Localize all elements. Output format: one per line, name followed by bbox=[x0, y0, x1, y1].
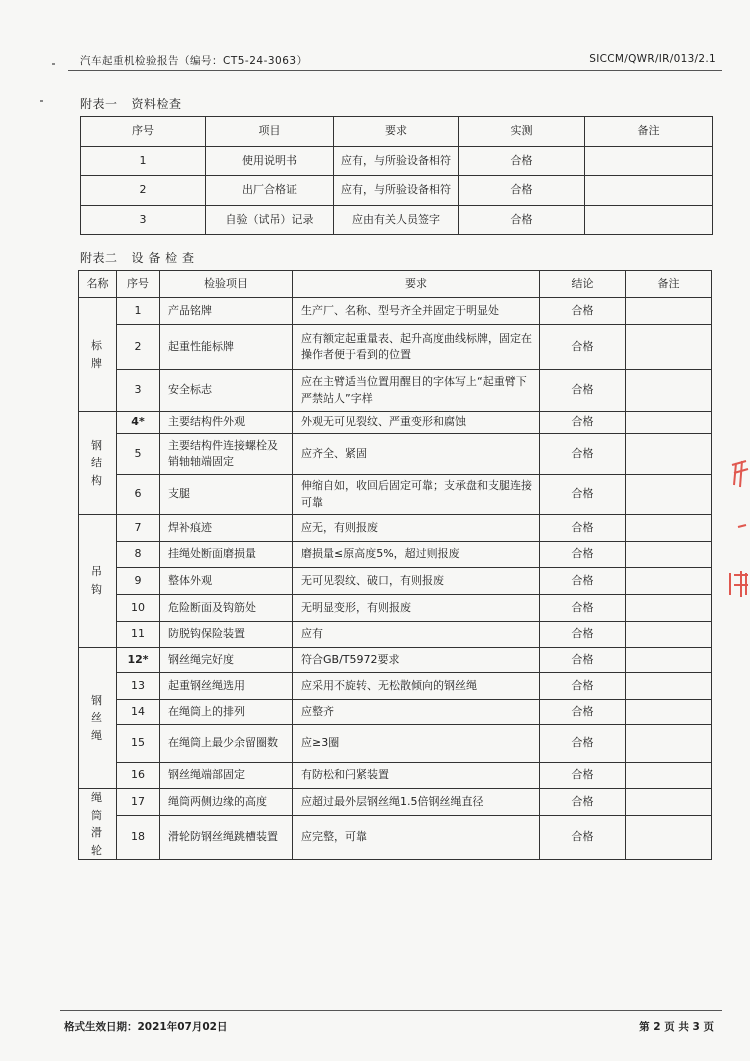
header-divider bbox=[68, 70, 722, 71]
cell-note bbox=[626, 648, 712, 673]
cell-note bbox=[626, 434, 712, 475]
cell-req: 有防松和闩紧装置 bbox=[293, 763, 540, 789]
cell-no: 12* bbox=[117, 648, 160, 673]
cell-no: 1 bbox=[117, 298, 160, 325]
cell-no: 7 bbox=[117, 515, 160, 542]
cell-item: 起重钢丝绳选用 bbox=[160, 673, 293, 700]
cell-note bbox=[626, 789, 712, 816]
cell-result: 合格 bbox=[540, 622, 626, 648]
category-cell: 绳 筒 滑 轮 bbox=[79, 789, 117, 860]
column-header: 要求 bbox=[293, 271, 540, 298]
cell-result: 合格 bbox=[540, 515, 626, 542]
table-row bbox=[79, 673, 712, 700]
cell-no: 16 bbox=[117, 763, 160, 789]
cell-req: 应由有关人员签字 bbox=[334, 205, 459, 235]
category-cell: 标 牌 bbox=[79, 298, 117, 412]
table-row bbox=[79, 515, 712, 542]
cell-no: 9 bbox=[117, 568, 160, 595]
cell-no: 17 bbox=[117, 789, 160, 816]
cell-no: 3 bbox=[81, 205, 206, 235]
cell-note bbox=[626, 763, 712, 789]
equipment-check-table bbox=[78, 270, 712, 860]
column-header: 结论 bbox=[540, 271, 626, 298]
cell-req: 应有，与所验设备相符 bbox=[334, 176, 459, 206]
cell-no: 2 bbox=[81, 176, 206, 206]
cell-result: 合格 bbox=[540, 568, 626, 595]
cell-result: 合格 bbox=[540, 298, 626, 325]
effective-date: 格式生效日期：2021年07月02日 bbox=[64, 1021, 228, 1033]
table-row bbox=[79, 789, 712, 816]
cell-no: 11 bbox=[117, 622, 160, 648]
cell-note bbox=[626, 725, 712, 763]
cell-item: 危险断面及钩筋处 bbox=[160, 595, 293, 622]
cell-no: 15 bbox=[117, 725, 160, 763]
cell-req: 应有 bbox=[293, 622, 540, 648]
cell-item: 绳筒两侧边缘的高度 bbox=[160, 789, 293, 816]
cell-item: 主要结构件外观 bbox=[160, 412, 293, 434]
cell-result: 合格 bbox=[540, 648, 626, 673]
cell-req: 无可见裂纹、破口，有则报废 bbox=[293, 568, 540, 595]
table-row bbox=[81, 146, 713, 176]
column-header: 实测 bbox=[459, 117, 585, 147]
cell-req: 无明显变形，有则报废 bbox=[293, 595, 540, 622]
table-row bbox=[79, 475, 712, 515]
cell-item: 防脱钩保险装置 bbox=[160, 622, 293, 648]
cell-no: 8 bbox=[117, 542, 160, 568]
cell-req: 应采用不旋转、无松散倾向的钢丝绳 bbox=[293, 673, 540, 700]
cell-note bbox=[626, 568, 712, 595]
cell-note bbox=[626, 673, 712, 700]
cell-item: 安全标志 bbox=[160, 370, 293, 412]
table-row bbox=[81, 205, 713, 235]
table-row bbox=[79, 325, 712, 370]
column-header: 备注 bbox=[626, 271, 712, 298]
table-row bbox=[79, 622, 712, 648]
cell-result: 合格 bbox=[540, 370, 626, 412]
cell-no: 3 bbox=[117, 370, 160, 412]
cell-result: 合格 bbox=[540, 789, 626, 816]
cell-item: 产品铭牌 bbox=[160, 298, 293, 325]
category-cell: 钢 结 构 bbox=[79, 412, 117, 515]
cell-req: 应完整，可靠 bbox=[293, 815, 540, 860]
cell-result: 合格 bbox=[540, 434, 626, 475]
appendix2-title: 附表二 设 备 检 查 bbox=[80, 251, 195, 265]
cell-item: 使用说明书 bbox=[206, 146, 334, 176]
table-row bbox=[79, 700, 712, 725]
cell-no: 18 bbox=[117, 815, 160, 860]
cell-no: 4* bbox=[117, 412, 160, 434]
cell-note bbox=[585, 146, 713, 176]
cell-item: 整体外观 bbox=[160, 568, 293, 595]
cell-result: 合格 bbox=[540, 542, 626, 568]
cell-item: 自验（试吊）记录 bbox=[206, 205, 334, 235]
cell-note bbox=[626, 595, 712, 622]
column-header: 序号 bbox=[117, 271, 160, 298]
column-header: 名称 bbox=[79, 271, 117, 298]
cell-item: 滑轮防钢丝绳跳槽装置 bbox=[160, 815, 293, 860]
cell-result: 合格 bbox=[540, 412, 626, 434]
cell-req: 应≥3圈 bbox=[293, 725, 540, 763]
cell-note bbox=[626, 622, 712, 648]
cell-result: 合格 bbox=[459, 176, 585, 206]
cell-result: 合格 bbox=[540, 475, 626, 515]
cell-item: 焊补痕迹 bbox=[160, 515, 293, 542]
cell-item: 起重性能标牌 bbox=[160, 325, 293, 370]
cell-result: 合格 bbox=[540, 725, 626, 763]
report-title: 汽车起重机检验报告（编号：CT5-24-3063） bbox=[80, 55, 308, 67]
cell-req: 应超过最外层钢丝绳1.5倍钢丝绳直径 bbox=[293, 789, 540, 816]
cell-no: 10 bbox=[117, 595, 160, 622]
cell-note bbox=[626, 325, 712, 370]
cell-note bbox=[626, 370, 712, 412]
column-header: 要求 bbox=[334, 117, 459, 147]
page-number: 第 2 页 共 3 页 bbox=[639, 1021, 714, 1033]
cell-note bbox=[626, 515, 712, 542]
cell-no: 5 bbox=[117, 434, 160, 475]
cell-no: 1 bbox=[81, 146, 206, 176]
document-check-table bbox=[80, 116, 713, 235]
cell-item: 钢丝绳完好度 bbox=[160, 648, 293, 673]
cell-item: 出厂合格证 bbox=[206, 176, 334, 206]
table-row bbox=[79, 815, 712, 860]
table-header-row bbox=[79, 271, 712, 298]
cell-note bbox=[626, 815, 712, 860]
category-cell: 吊 钩 bbox=[79, 515, 117, 648]
cell-req: 外观无可见裂纹、严重变形和腐蚀 bbox=[293, 412, 540, 434]
cell-note bbox=[626, 298, 712, 325]
cell-result: 合格 bbox=[540, 595, 626, 622]
cell-note bbox=[626, 542, 712, 568]
cell-note bbox=[626, 412, 712, 434]
cell-result: 合格 bbox=[459, 146, 585, 176]
cell-req: 应整齐 bbox=[293, 700, 540, 725]
cell-req: 应有额定起重量表、起升高度曲线标牌，固定在操作者便于看到的位置 bbox=[293, 325, 540, 370]
table-row bbox=[79, 542, 712, 568]
table-row bbox=[81, 176, 713, 206]
cell-no: 14 bbox=[117, 700, 160, 725]
cell-req: 生产厂、名称、型号齐全并固定于明显处 bbox=[293, 298, 540, 325]
cell-no: 13 bbox=[117, 673, 160, 700]
cell-req: 应在主臂适当位置用醒目的字体写上“起重臂下严禁站人”字样 bbox=[293, 370, 540, 412]
footer-divider bbox=[60, 1010, 722, 1011]
table-row bbox=[79, 370, 712, 412]
category-cell: 钢 丝 绳 bbox=[79, 648, 117, 789]
column-header: 备注 bbox=[585, 117, 713, 147]
cell-item: 主要结构件连接螺栓及销轴轴端固定 bbox=[160, 434, 293, 475]
table-row bbox=[79, 298, 712, 325]
appendix1-title: 附表一 资料检查 bbox=[80, 97, 182, 111]
column-header: 序号 bbox=[81, 117, 206, 147]
cell-item: 在绳筒上最少余留圈数 bbox=[160, 725, 293, 763]
document-code: SICCM/QWR/IR/013/2.1 bbox=[589, 53, 716, 65]
cell-req: 应无，有则报废 bbox=[293, 515, 540, 542]
table-row bbox=[79, 725, 712, 763]
cell-note bbox=[626, 700, 712, 725]
table-header-row bbox=[81, 117, 713, 147]
cell-req: 应有，与所验设备相符 bbox=[334, 146, 459, 176]
table-row bbox=[79, 568, 712, 595]
table-row bbox=[79, 434, 712, 475]
cell-result: 合格 bbox=[540, 815, 626, 860]
column-header: 检验项目 bbox=[160, 271, 293, 298]
table-row bbox=[79, 412, 712, 434]
column-header: 项目 bbox=[206, 117, 334, 147]
cell-no: 2 bbox=[117, 325, 160, 370]
cell-item: 在绳筒上的排列 bbox=[160, 700, 293, 725]
cell-req: 符合GB/T5972要求 bbox=[293, 648, 540, 673]
table-row bbox=[79, 595, 712, 622]
cell-item: 挂绳处断面磨损量 bbox=[160, 542, 293, 568]
cell-req: 伸缩自如，收回后固定可靠；支承盘和支腿连接可靠 bbox=[293, 475, 540, 515]
cell-result: 合格 bbox=[540, 763, 626, 789]
stamp-fragment-icon bbox=[724, 455, 750, 605]
cell-note bbox=[585, 205, 713, 235]
cell-no: 6 bbox=[117, 475, 160, 515]
cell-note bbox=[585, 176, 713, 206]
table-row bbox=[79, 763, 712, 789]
cell-item: 钢丝绳端部固定 bbox=[160, 763, 293, 789]
cell-result: 合格 bbox=[459, 205, 585, 235]
cell-item: 支腿 bbox=[160, 475, 293, 515]
cell-result: 合格 bbox=[540, 325, 626, 370]
cell-req: 应齐全、紧固 bbox=[293, 434, 540, 475]
cell-note bbox=[626, 475, 712, 515]
cell-result: 合格 bbox=[540, 700, 626, 725]
table-row bbox=[79, 648, 712, 673]
cell-req: 磨损量≤原高度5%，超过则报废 bbox=[293, 542, 540, 568]
cell-result: 合格 bbox=[540, 673, 626, 700]
